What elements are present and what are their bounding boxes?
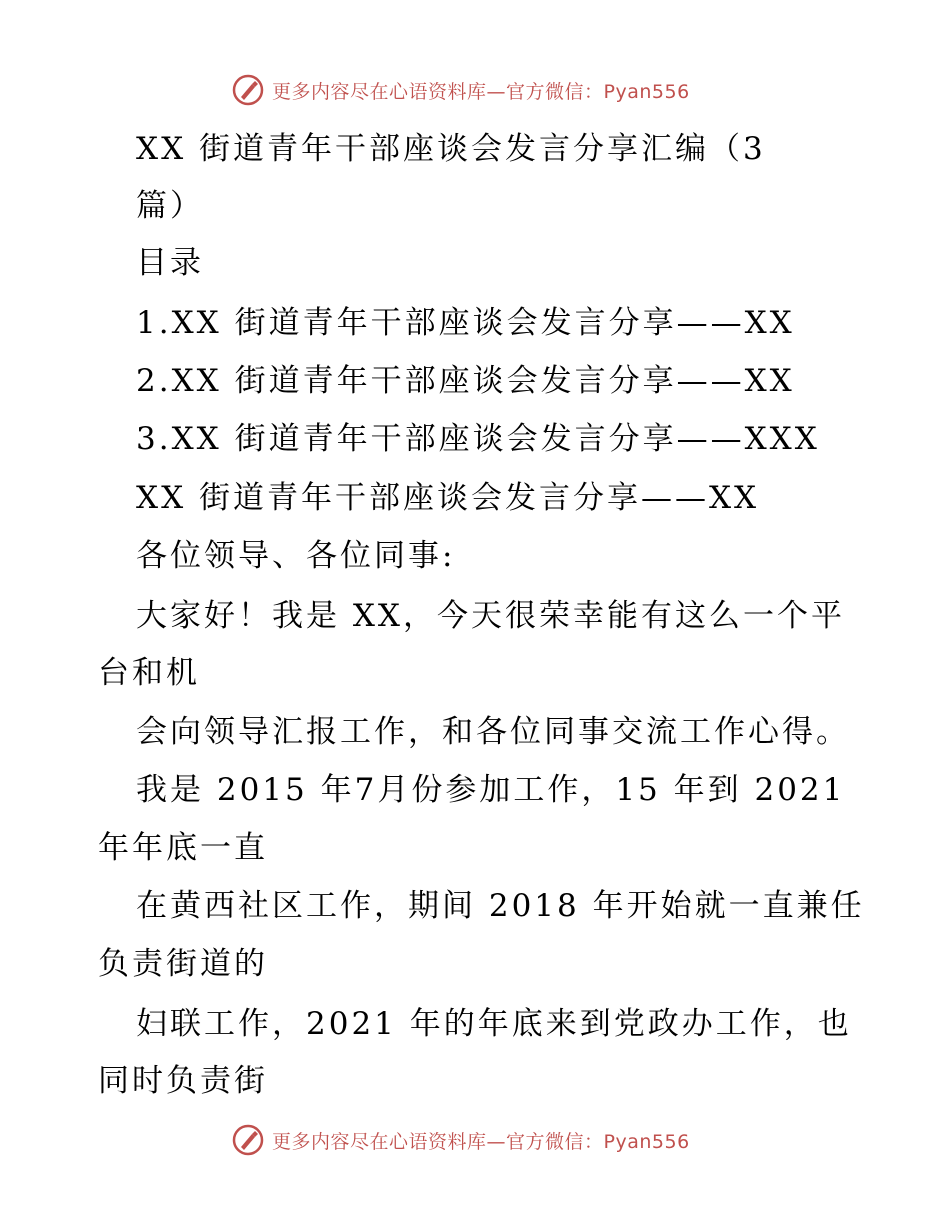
footer-watermark-banner [232,1122,732,1158]
greeting: 各位领导、各位同事: [136,538,456,574]
toc-item-1: 1.XX 街道青年干部座谈会发言分享——XX [136,305,795,341]
paragraph-line: 年年底一直 [98,830,268,866]
paragraph-line: 在黄西社区工作，期间 2018 年开始就一直兼任 [136,888,865,924]
paragraph-line: 大家好！我是 XX，今天很荣幸能有这么一个平 [136,598,845,634]
toc-item-2: 2.XX 街道青年干部座谈会发言分享——XX [136,363,795,399]
section-title: XX 街道青年干部座谈会发言分享——XX [136,480,760,516]
watermark-text: 更多内容尽在心语资料库—官方微信：Pyan556 [272,80,690,103]
paragraph-line: 同时负责街 [98,1063,268,1099]
paragraph-line: 台和机 [98,655,200,691]
toc-heading: 目录 [136,245,204,281]
document-title-line-1: XX 街道青年干部座谈会发言分享汇编（3 [136,131,766,167]
paragraph-line: 负责街道的 [98,946,268,982]
pen-seal-icon [232,1124,264,1156]
paragraph-line: 我是 2015 年7月份参加工作，15 年到 2021 [136,772,846,808]
paragraph-line: 会向领导汇报工作，和各位同事交流工作心得。 [136,714,850,750]
toc-item-3: 3.XX 街道青年干部座谈会发言分享——XXX [136,421,820,457]
paragraph-line: 妇联工作，2021 年的年底来到党政办工作，也 [136,1006,852,1042]
header-watermark-banner [232,72,732,108]
pen-seal-icon [232,74,264,106]
document-title-line-2: 篇） [136,188,204,224]
watermark-text: 更多内容尽在心语资料库—官方微信：Pyan556 [272,1130,690,1153]
